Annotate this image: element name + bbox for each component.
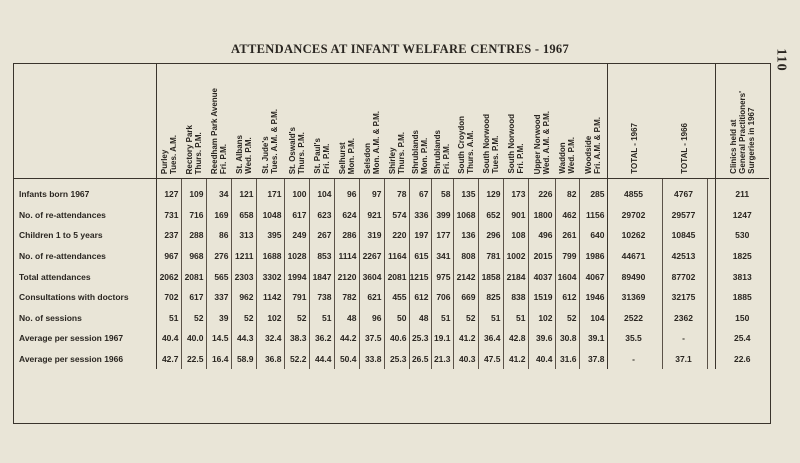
table-body (13, 179, 769, 370)
table-cell: 706 (431, 287, 453, 308)
table-cell: 10262 (607, 225, 662, 246)
table-cell: 40.0 (181, 328, 206, 349)
table-cell: 1800 (528, 205, 555, 226)
table-cell: 462 (555, 205, 579, 226)
table-cell: 276 (206, 246, 231, 267)
table-cell: 22.5 (181, 349, 206, 370)
column-header-label: Shirley Thurs. P.M. (387, 131, 406, 174)
table-cell: 52 (231, 308, 256, 329)
table-cell: 42.8 (503, 328, 528, 349)
table-cell: 177 (431, 225, 453, 246)
table-cell: 791 (284, 287, 309, 308)
table-cell: 574 (384, 205, 409, 226)
table-cell: 652 (478, 205, 503, 226)
row-label: Total attendances (13, 266, 156, 287)
table-cell: 44.4 (309, 349, 334, 370)
table-cell: 87702 (662, 266, 707, 287)
table-cell: 2184 (503, 266, 528, 287)
table-cell: 623 (309, 205, 334, 226)
column-gap (707, 225, 715, 246)
table-cell: 44.3 (231, 328, 256, 349)
page-number: 110 (773, 48, 789, 72)
table-cell: 31.6 (555, 349, 579, 370)
column-gap (707, 266, 715, 287)
table-cell: 52 (555, 308, 579, 329)
table-cell: 31369 (607, 287, 662, 308)
column-header-label: Upper Norwood Wed. A.M. & P.M. (532, 110, 551, 174)
table-cell: 37.8 (579, 349, 607, 370)
table-cell: 97 (359, 179, 384, 205)
table-cell: 40.3 (453, 349, 478, 370)
table-cell: 32.4 (256, 328, 284, 349)
table-cell: 530 (735, 230, 750, 241)
attendance-table (13, 63, 769, 369)
table-cell: 109 (181, 179, 206, 205)
column-header (715, 63, 769, 179)
row-label: No. of re-attendances (13, 205, 156, 226)
table-cell: 47.5 (478, 349, 503, 370)
table-cell: 34 (206, 179, 231, 205)
table-cell: 1002 (503, 246, 528, 267)
table-cell: 1211 (231, 246, 256, 267)
table-cell: - (607, 349, 662, 370)
table-cell: 30.8 (555, 328, 579, 349)
table-cell: 37.5 (359, 328, 384, 349)
column-header (503, 63, 528, 179)
table-cell: 36.2 (309, 328, 334, 349)
table-cell: 731 (156, 205, 181, 226)
table-cell: 1068 (453, 205, 478, 226)
table-cell: 1688 (256, 246, 284, 267)
table-cell: 975 (431, 266, 453, 287)
table-cell: 36.8 (256, 349, 284, 370)
table-cell: 50.4 (334, 349, 359, 370)
table-cell: 220 (384, 225, 409, 246)
table-cell: 51 (309, 308, 334, 329)
table-cell: 968 (181, 246, 206, 267)
table-cell: 25.4 (733, 333, 751, 344)
table-cell: 41.2 (503, 349, 528, 370)
column-header (431, 63, 453, 179)
column-header-label: TOTAL - 1967 (630, 123, 640, 174)
table-cell: 169 (206, 205, 231, 226)
table-cell: 51 (431, 308, 453, 329)
table-cell: 82 (555, 179, 579, 205)
table-cell: 2362 (662, 308, 707, 329)
table-cell: 781 (478, 246, 503, 267)
table-cell: 1986 (579, 246, 607, 267)
table-cell: 21.3 (431, 349, 453, 370)
table-cell: 40.6 (384, 328, 409, 349)
table-cell: 612 (409, 287, 431, 308)
table-cell: 42513 (662, 246, 707, 267)
table-cell: 39.6 (528, 328, 555, 349)
column-header (384, 63, 409, 179)
table-cell: 48 (409, 308, 431, 329)
column-header (284, 63, 309, 179)
table-cell: 4067 (579, 266, 607, 287)
table-row (13, 246, 769, 267)
table-cell: 1247 (732, 209, 752, 220)
table-cell: 261 (555, 225, 579, 246)
table-cell: 286 (334, 225, 359, 246)
table-cell: 52 (284, 308, 309, 329)
table-cell: 19.1 (431, 328, 453, 349)
column-header-label: St. Albans Wed. P.M. (234, 135, 253, 174)
column-header-label: Selhurst Mon. P.M. (337, 137, 356, 174)
table-cell: 29702 (607, 205, 662, 226)
table-row (13, 287, 769, 308)
table-row (13, 308, 769, 329)
page-title: ATTENDANCES AT INFANT WELFARE CENTRES - 1967 (230, 42, 570, 56)
table-row (13, 179, 769, 205)
table-cell: 96 (334, 179, 359, 205)
table-cell: 2142 (453, 266, 478, 287)
column-header-label: South Norwood Fri. P.M. (506, 114, 525, 174)
table-cell: 1946 (579, 287, 607, 308)
table-cell: 1164 (384, 246, 409, 267)
column-gap (707, 308, 715, 329)
column-header (453, 63, 478, 179)
table-cell: 336 (409, 205, 431, 226)
table-cell: 25.3 (384, 349, 409, 370)
table-cell: 4855 (607, 179, 662, 205)
table-cell: 48 (334, 308, 359, 329)
table-row (13, 349, 769, 370)
column-gap (707, 63, 715, 179)
table-header-row (13, 63, 769, 179)
table-cell: 341 (431, 246, 453, 267)
table-cell: 35.5 (607, 328, 662, 349)
table-cell: 617 (181, 287, 206, 308)
table-cell: 319 (359, 225, 384, 246)
table-cell: 26.5 (409, 349, 431, 370)
table-cell: 1847 (309, 266, 334, 287)
table-cell: 104 (309, 179, 334, 205)
row-label: Consultations with doctors (13, 287, 156, 308)
column-header-label: TOTAL - 1966 (680, 123, 689, 174)
column-header (579, 63, 607, 179)
column-header (662, 63, 707, 179)
table-cell: 799 (555, 246, 579, 267)
table-cell: 51 (503, 308, 528, 329)
column-header (206, 63, 231, 179)
table-cell: 624 (334, 205, 359, 226)
row-label-header (13, 63, 156, 179)
table-cell: 197 (409, 225, 431, 246)
column-header (256, 63, 284, 179)
table-cell: 2015 (528, 246, 555, 267)
table-cell: 4037 (528, 266, 555, 287)
table-cell: 135 (453, 179, 478, 205)
table-cell: 288 (181, 225, 206, 246)
column-gap (707, 349, 715, 370)
column-header-label: Clinics held at General Practitioners' Surgeries in 1967 (728, 91, 756, 174)
table-cell: 51 (156, 308, 181, 329)
table-cell: 1885 (732, 292, 752, 303)
column-header-label: Shrublands Mon. P.M. (411, 129, 429, 174)
table-cell: 2062 (156, 266, 181, 287)
table-row (13, 225, 769, 246)
table-cell: 2081 (384, 266, 409, 287)
column-header (555, 63, 579, 179)
table-cell: 33.8 (359, 349, 384, 370)
table-cell: 1604 (555, 266, 579, 287)
table-cell: 25.3 (409, 328, 431, 349)
table-cell: 41.2 (453, 328, 478, 349)
column-header (156, 63, 181, 179)
table-cell: 921 (359, 205, 384, 226)
column-header-label: Reedham Park Avenue Fri. P.M. (209, 87, 228, 174)
table-cell: 51 (478, 308, 503, 329)
table-cell: 2303 (231, 266, 256, 287)
table-cell: 127 (156, 179, 181, 205)
table-cell: 2267 (359, 246, 384, 267)
table-cell: 565 (206, 266, 231, 287)
column-gap (707, 287, 715, 308)
table-cell: 10845 (662, 225, 707, 246)
table-cell: 2120 (334, 266, 359, 287)
column-header-label: St. Paul's Fri. P.M. (312, 138, 331, 174)
column-header-label: Selsdon Mon. A.M. & P.M. (362, 110, 381, 174)
table-cell: 1048 (256, 205, 284, 226)
table-cell: 617 (284, 205, 309, 226)
column-header (409, 63, 431, 179)
table-cell: 1858 (478, 266, 503, 287)
table-cell: 96 (359, 308, 384, 329)
column-header-label: St. Jude's Tues. A.M. & P.M. (261, 109, 279, 174)
table-cell: 4767 (662, 179, 707, 205)
table-cell: 808 (453, 246, 478, 267)
table-cell: 58.9 (231, 349, 256, 370)
table-cell: 615 (409, 246, 431, 267)
table-cell: 399 (431, 205, 453, 226)
table-cell: 716 (181, 205, 206, 226)
column-header-label: Rectory Park Thurs. P.M. (184, 124, 203, 174)
table-cell: 58 (431, 179, 453, 205)
table-cell: 42.7 (156, 349, 181, 370)
table-cell: 50 (384, 308, 409, 329)
table-cell: 901 (503, 205, 528, 226)
column-header (478, 63, 503, 179)
table-cell: 100 (284, 179, 309, 205)
row-label: No. of re-attendances (13, 246, 156, 267)
table-cell: 52 (453, 308, 478, 329)
row-label: Children 1 to 5 years (13, 225, 156, 246)
table-cell: 14.5 (206, 328, 231, 349)
column-gap (707, 205, 715, 226)
table-cell: 496 (528, 225, 555, 246)
table-cell: 2522 (607, 308, 662, 329)
table-cell: 39 (206, 308, 231, 329)
table-cell: 3604 (359, 266, 384, 287)
table-cell: 1114 (334, 246, 359, 267)
table-cell: 2081 (181, 266, 206, 287)
table-cell: 853 (309, 246, 334, 267)
table-cell: 39.1 (579, 328, 607, 349)
table-cell: 171 (256, 179, 284, 205)
table-cell: 640 (579, 225, 607, 246)
row-label: Infants born 1967 (13, 179, 156, 205)
table-cell: 658 (231, 205, 256, 226)
table-cell: 38.3 (284, 328, 309, 349)
column-header-label: South Croydon Thurs. A.M. (456, 116, 475, 174)
table-cell: 211 (735, 189, 750, 200)
column-header (334, 63, 359, 179)
table-cell: 838 (503, 287, 528, 308)
table-cell: 313 (231, 225, 256, 246)
table-cell: 86 (206, 225, 231, 246)
column-header (181, 63, 206, 179)
table-cell: 612 (555, 287, 579, 308)
table-cell: 78 (384, 179, 409, 205)
table-cell: 102 (256, 308, 284, 329)
table-cell: 173 (503, 179, 528, 205)
column-header (607, 63, 662, 179)
table-cell: 136 (453, 225, 478, 246)
table-cell: 44671 (607, 246, 662, 267)
table-cell: 395 (256, 225, 284, 246)
column-header-label: South Norwood Tues. P.M. (481, 114, 500, 174)
row-label: No. of sessions (13, 308, 156, 329)
table-cell: 1215 (409, 266, 431, 287)
table-cell: 962 (231, 287, 256, 308)
table-cell: - (662, 328, 707, 349)
table-cell: 36.4 (478, 328, 503, 349)
table-cell: 102 (528, 308, 555, 329)
table-cell: 44.2 (334, 328, 359, 349)
table-cell: 1994 (284, 266, 309, 287)
column-header (309, 63, 334, 179)
table-cell: 32175 (662, 287, 707, 308)
column-header-label: Purley Tues. A.M. (159, 134, 178, 174)
table-cell: 296 (478, 225, 503, 246)
table-cell: 285 (579, 179, 607, 205)
table-cell: 108 (503, 225, 528, 246)
column-header-label: Woodside Fri. A.M. & P.M. (583, 117, 602, 174)
table-cell: 129 (478, 179, 503, 205)
table-cell: 1156 (579, 205, 607, 226)
table-cell: 455 (384, 287, 409, 308)
table-row (13, 328, 769, 349)
table-cell: 22.6 (733, 354, 751, 365)
table-cell: 249 (284, 225, 309, 246)
table-cell: 3813 (732, 271, 752, 282)
table-cell: 337 (206, 287, 231, 308)
table-cell: 89490 (607, 266, 662, 287)
row-label: Average per session 1966 (13, 349, 156, 370)
table-cell: 825 (478, 287, 503, 308)
table-cell: 237 (156, 225, 181, 246)
column-header-label: St. Oswald's Thurs. P.M. (287, 126, 306, 174)
table-cell: 967 (156, 246, 181, 267)
column-header-label: Shrublands Fri. P.M. (433, 129, 451, 174)
table-cell: 1825 (732, 251, 752, 262)
table-cell: 52.2 (284, 349, 309, 370)
table-cell: 621 (359, 287, 384, 308)
column-gap (707, 179, 715, 205)
table-cell: 40.4 (528, 349, 555, 370)
table-cell: 1028 (284, 246, 309, 267)
table-cell: 150 (735, 312, 750, 323)
table-cell: 29577 (662, 205, 707, 226)
column-gap (707, 328, 715, 349)
table-cell: 267 (309, 225, 334, 246)
column-header-label: Waddon Wed. P.M. (558, 137, 576, 174)
table-row (13, 266, 769, 287)
row-label: Average per session 1967 (13, 328, 156, 349)
table-cell: 738 (309, 287, 334, 308)
table-cell: 1142 (256, 287, 284, 308)
table-cell: 669 (453, 287, 478, 308)
table-cell: 37.1 (662, 349, 707, 370)
table-cell: 16.4 (206, 349, 231, 370)
column-header (231, 63, 256, 179)
table-cell: 40.4 (156, 328, 181, 349)
table-cell: 121 (231, 179, 256, 205)
table-cell: 52 (181, 308, 206, 329)
table-cell: 104 (579, 308, 607, 329)
table-row (13, 205, 769, 226)
table-cell: 782 (334, 287, 359, 308)
table-cell: 3302 (256, 266, 284, 287)
column-header (359, 63, 384, 179)
table-cell: 67 (409, 179, 431, 205)
table-cell: 226 (528, 179, 555, 205)
table-cell: 1519 (528, 287, 555, 308)
table-cell: 702 (156, 287, 181, 308)
column-header (528, 63, 555, 179)
column-gap (707, 246, 715, 267)
